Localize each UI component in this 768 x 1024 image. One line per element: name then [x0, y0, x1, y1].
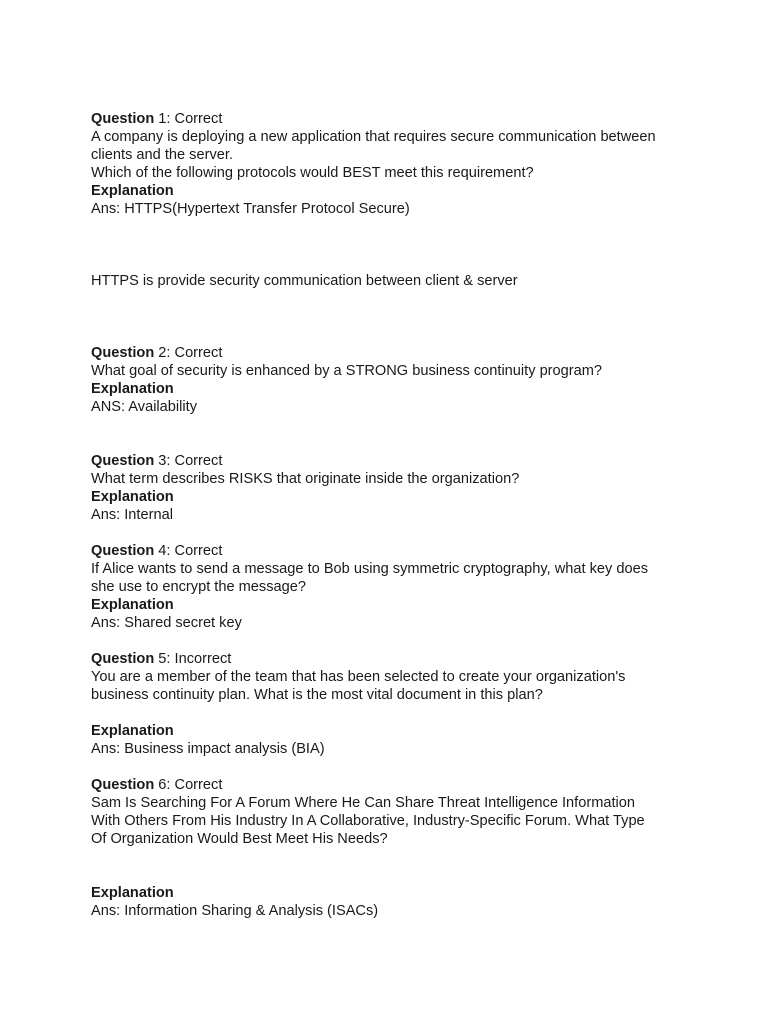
question-text-line: What term describes RISKS that originate inside the organization?	[91, 471, 520, 487]
explanation-label: Explanation	[91, 723, 174, 739]
question-label: Question	[91, 543, 155, 559]
explanation-label: Explanation	[91, 489, 174, 505]
answer-text: Ans: Information Sharing & Analysis (ISACs)	[91, 903, 379, 919]
explanation-label: Explanation	[91, 381, 174, 397]
question-status: 5: Incorrect	[154, 651, 232, 667]
question-status: 6: Correct	[154, 777, 223, 793]
question-block-3	[91, 452, 691, 524]
question-text-line: You are a member of the team that has been selected to create your organization's	[91, 669, 626, 685]
question-label: Question	[91, 453, 155, 469]
question-header	[91, 452, 691, 470]
question-header	[91, 542, 691, 560]
question-label: Question	[91, 651, 155, 667]
question-text-line: A company is deploying a new application that requires secure communication between	[91, 129, 656, 145]
question-status: 2: Correct	[154, 345, 223, 361]
question-status: 1: Correct	[154, 111, 223, 127]
question-text-line: Which of the following protocols would BEST meet this requirement?	[91, 165, 534, 181]
question-header	[91, 776, 691, 794]
question-text-line: Sam Is Searching For A Forum Where He Can Share Threat Intelligence Information	[91, 795, 636, 811]
question-text-line: business continuity plan. What is the most vital document in this plan?	[91, 687, 543, 703]
question-status: 3: Correct	[154, 453, 223, 469]
question-block-2	[91, 344, 691, 416]
question-block-6	[91, 776, 691, 920]
explanation-label: Explanation	[91, 597, 174, 613]
answer-text: Ans: Business impact analysis (BIA)	[91, 741, 325, 757]
question-text-line: Of Organization Would Best Meet His Needs?	[91, 831, 388, 847]
question-block-4	[91, 542, 691, 632]
answer-text: ANS: Availability	[91, 399, 197, 415]
explanation-label: Explanation	[91, 885, 174, 901]
question-status: 4: Correct	[154, 543, 223, 559]
question-text-line: What goal of security is enhanced by a STRONG business continuity program?	[91, 363, 603, 379]
question-block-5	[91, 650, 691, 758]
question-text-line: clients and the server.	[91, 147, 233, 163]
answer-note: HTTPS is provide security communication between client & server	[91, 273, 518, 289]
question-text-line: If Alice wants to send a message to Bob using symmetric cryptography, what key does	[91, 561, 648, 577]
question-label: Question	[91, 777, 155, 793]
answer-text: Ans: HTTPS(Hypertext Transfer Protocol Secure)	[91, 201, 410, 217]
answer-text: Ans: Internal	[91, 507, 173, 523]
question-header	[91, 344, 691, 362]
question-header	[91, 110, 691, 128]
explanation-label: Explanation	[91, 183, 174, 199]
question-label: Question	[91, 111, 155, 127]
question-header	[91, 650, 691, 668]
answer-text: Ans: Shared secret key	[91, 615, 242, 631]
question-text-line: she use to encrypt the message?	[91, 579, 306, 595]
document-page	[91, 110, 691, 920]
question-block-1	[91, 110, 691, 290]
question-text-line: With Others From His Industry In A Collaborative, Industry-Specific Forum. What Type	[91, 813, 645, 829]
question-label: Question	[91, 345, 155, 361]
